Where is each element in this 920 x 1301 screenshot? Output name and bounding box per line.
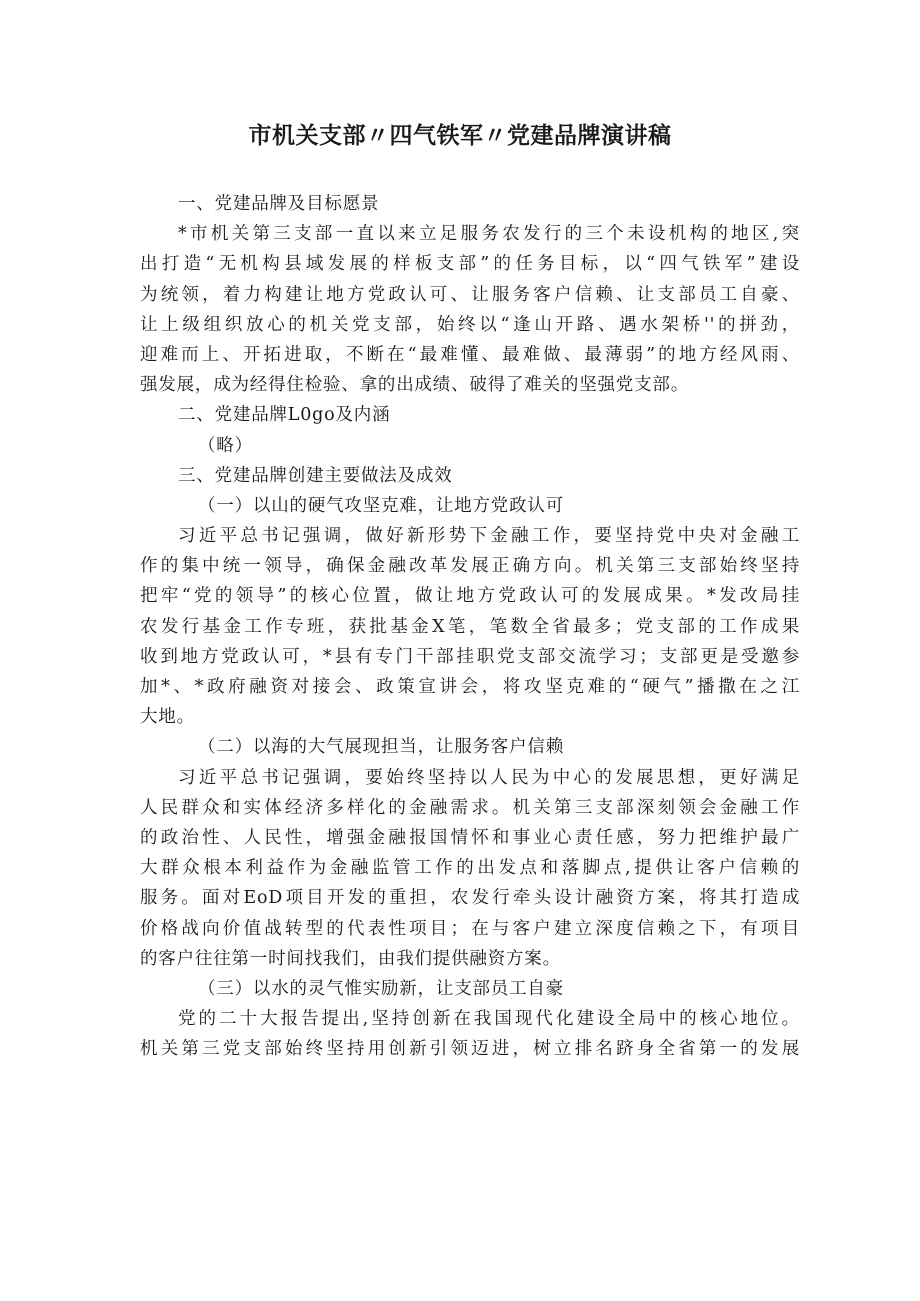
paragraph-line: 习近平总书记强调，做好新形势下金融工作，要坚持党中央对金融工	[178, 526, 800, 547]
paragraph-line: 迎难而上、开拓进取，不断在“最难懂、最难做、最薄弱”的地方经风雨、	[140, 344, 800, 365]
paragraph-line: 作的集中统一领导，确保金融改革发展正确方向。机关第三支部始终坚持	[140, 556, 800, 577]
paragraph-line: 的政治性、人民性，增强金融报国情怀和事业心责任感，努力把维护最广	[140, 827, 800, 848]
paragraph-line: 习近平总书记强调，要始终坚持以人民为中心的发展思想，更好满足	[178, 767, 800, 788]
paragraph-line: 大地。	[140, 707, 195, 728]
section-heading: 三、党建品牌创建主要做法及成效	[178, 465, 453, 486]
paragraph-line: 价格战向价值战转型的代表性项目；在与客户建立深度信赖之下，有项目	[140, 918, 800, 939]
paragraph-line: 大群众根本利益作为金融监管工作的出发点和落脚点,提供让客户信赖的	[140, 858, 800, 879]
paragraph-line: 机关第三党支部始终坚持用创新引领迈进，树立排名跻身全省第一的发展	[140, 1039, 800, 1060]
subsection-heading: （一）以山的硬气攻坚克难，让地方党政认可	[198, 495, 564, 516]
paragraph-line: 强发展，成为经得住检验、拿的出成绩、破得了难关的坚强党支部。	[140, 375, 689, 396]
paragraph-line: 让上级组织放心的机关党支部，始终以“逢山开路、遇水架桥''的拼劲，	[140, 314, 800, 335]
paragraph-line: 党的二十大报告提出,坚持创新在我国现代化建设全局中的核心地位。	[178, 1009, 800, 1030]
subsection-heading: （三）以水的灵气惟实励新，让支部员工自豪	[198, 978, 564, 999]
paragraph-line: 服务。面对EoD项目开发的重担，农发行牵头设计融资方案，将其打造成	[140, 888, 800, 909]
paragraph-line: *市机关第三支部一直以来立足服务农发行的三个未设机构的地区,突	[178, 224, 800, 245]
paragraph-line: 农发行基金工作专班，获批基金X笔，笔数全省最多；党支部的工作成果	[140, 616, 800, 637]
paragraph-line: 为统领，着力构建让地方党政认可、让服务客户信赖、让支部员工自豪、	[140, 284, 800, 305]
paragraph-line: 收到地方党政认可，*县有专门干部挂职党支部交流学习；支部更是受邀参	[140, 646, 800, 667]
paragraph-line: （略）	[198, 435, 253, 456]
paragraph-line: 加*、*政府融资对接会、政策宣讲会，将攻坚克难的“硬气”播撒在之江	[140, 677, 800, 697]
section-heading: 一、党建品牌及目标愿景	[178, 194, 380, 214]
paragraph-line: 把牢“党的领导”的核心位置，做让地方党政认可的发展成果。*发改局挂	[140, 586, 800, 607]
paragraph-line: 出打造“无机构县域发展的样板支部”的任务目标，以“四气铁军”建设	[140, 254, 800, 275]
document-body	[140, 189, 800, 1064]
paragraph-line: 人民群众和实体经济多样化的金融需求。机关第三支部深刻领会金融工作	[140, 797, 800, 818]
document-title: 市机关支部〃四气铁军〃党建品牌演讲稿	[248, 123, 672, 149]
section-heading: 二、党建品牌L0go及内涵	[178, 405, 391, 426]
paragraph-line: 的客户往往第一时间找我们，由我们提供融资方案。	[140, 948, 561, 969]
subsection-heading: （二）以海的大气展现担当，让服务客户信赖	[198, 737, 564, 758]
